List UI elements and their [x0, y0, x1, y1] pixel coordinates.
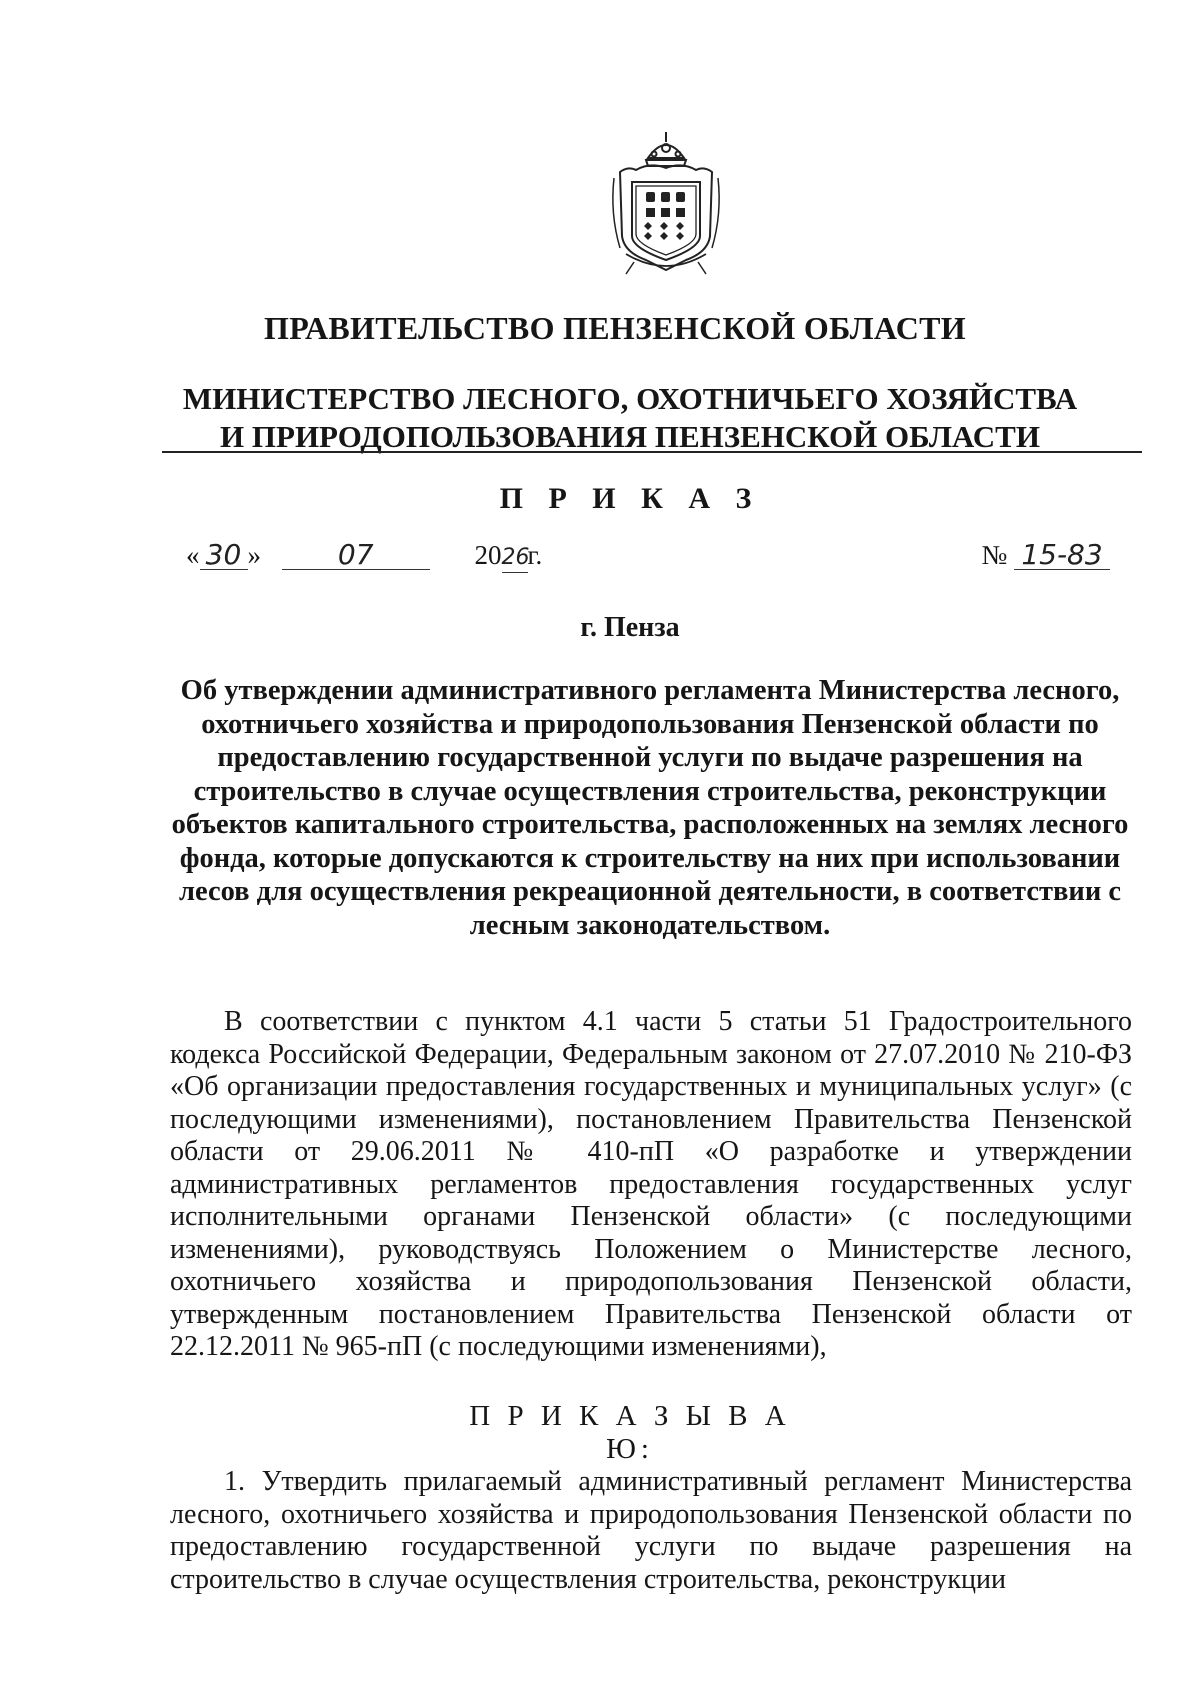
command-heading: П Р И К А З Ы В А Ю: [469, 1400, 791, 1465]
ministry-title-line1: МИНИСТЕРСТВО ЛЕСНОГО, ОХОТНИЧЬЕГО ХОЗЯЙСТВА [182, 381, 1078, 416]
document-city: г. Пенза [580, 612, 680, 643]
date-month: 07 [282, 541, 430, 570]
preamble-paragraph: В соответствии с пунктом 4.1 части 5 статьи 51 Градостроительного кодекса Российской Федерации, Федеральным законом от 27.07.2010 № 210-ФЗ «Об организации предоставления государственных и муниципальных услуг» (с последующими изменениями), постановлением Правительства Пензенской области от 29.06.2011 № 410-пП «О разработке и утверждении административных регламентов предоставления государственных услуг исполнительными органами Пензенской области» (с последующими изменениями), руководствуясь Положением о Министерстве лесного, охотничьего хозяйства и природопользования Пензенской области, утвержденным постановлением Правительства Пензенской области от 22.12.2011 № 965-пП (с последующими изменениями), [170, 1006, 1132, 1362]
number-value: 15-83 [1014, 541, 1110, 570]
ministry-title-line2: И ПРИРОДОПОЛЬЗОВАНИЯ ПЕНЗЕНСКОЙ ОБЛАСТИ [220, 419, 1040, 454]
government-title: ПРАВИТЕЛЬСТВО ПЕНЗЕНСКОЙ ОБЛАСТИ [264, 310, 966, 346]
date-year-prefix: 20 [474, 540, 502, 570]
document-number [981, 540, 1110, 571]
header-divider [162, 451, 1142, 453]
number-label: № [981, 540, 1008, 570]
date-day: 30 [200, 541, 248, 570]
document-date [186, 540, 542, 573]
document-type: П Р И К А З [499, 482, 761, 515]
coat-of-arms-icon [606, 128, 726, 278]
date-close-quote: » [247, 540, 261, 570]
date-year-mark: г. [527, 540, 543, 570]
ministry-title [170, 380, 1090, 456]
item-1-paragraph: 1. Утвердить прилагаемый административный регламент Министерства лесного, охотничьего хозяйства и природопользования Пензенской области по предоставлению государственной услуги по выдаче разрешения на строительство в случае осуществления строительства, реконструкции [170, 1466, 1132, 1595]
document-title: Об утверждении административного регламента Министерства лесного, охотничьего хозяйства и природопользования Пензенской области по предоставлению государственной услуги по выдаче разрешения на строительство в случае осуществления строительства, реконструкции объектов капитального строительства, расположенных на землях лесного фонда, которые допускаются к строительству на них при использовании лесов для осуществления рекреационной деятельности, в соответствии с лесным законодательством. [171, 675, 1129, 941]
date-year-suffix: 26 [502, 544, 528, 573]
date-open-quote: « [186, 540, 200, 570]
